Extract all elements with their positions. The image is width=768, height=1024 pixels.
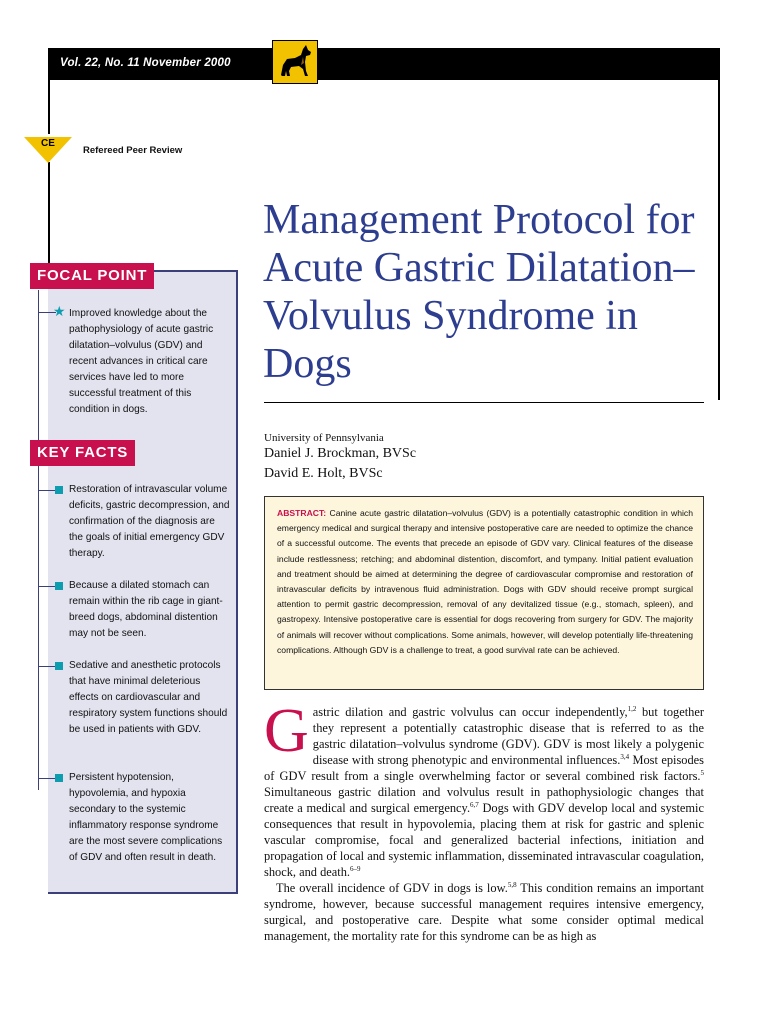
abstract-box	[264, 496, 704, 690]
drop-cap: G	[264, 697, 309, 765]
key-fact-item: Sedative and anesthetic protocols that have minimal deleterious effects on cardiovascular and respiratory system functions should be used in patients with GDV.	[69, 660, 228, 735]
section-label: Refereed Peer Review	[83, 145, 183, 156]
dog-icon	[272, 40, 318, 84]
body-paragraph: The overall incidence of GDV in dogs is low.$^{5,8}$ This condition remains an important syndrome, however, because successful management requires intensive emergency, surgical, and postoperative care. Despite what some consider optimal medical management, the mortality rate for this syndrome can be as high as	[264, 880, 705, 943]
article-title: Management Protocol for Acute Gastric Dilatation–Volvulus Syndrome in Dogs	[263, 197, 695, 387]
author: Daniel J. Brockman, BVSc	[264, 446, 417, 461]
sidebar-tick	[38, 778, 56, 779]
key-fact-item: Restoration of intravascular volume deficits, gastric decompression, and confirmation of the diagnosis are the goals of initial emergency GDV therapy.	[69, 484, 230, 559]
bullet-square-icon	[55, 774, 63, 782]
star-icon: ★	[53, 303, 66, 319]
citation: 6–9	[350, 864, 361, 873]
citation: 3,4	[620, 752, 630, 761]
bullet-square-icon	[55, 662, 63, 670]
citation: 5	[700, 768, 704, 777]
abstract-label: ABSTRACT:	[277, 508, 327, 518]
ce-badge-label: CE	[41, 138, 55, 149]
abstract-text: Canine acute gastric dilatation–volvulus (GDV) is a potentially catastrophic condition in which emergency medical and surgical therapy and intensive postoperative care are needed to optimize the chance of a successful outcome. The events that precede an episode of GDV vary. Clinical features of the disease include restlessness; retching; and abdominal distention, discomfort, and tympany. Initial patient evaluation and treatment should be aimed at determining the degree of cardiovascular compromise and restoration of intravascular deficits by intravenous fluid administration. Dogs with GDV should receive prompt surgical attention to permit gastric decompression, removal of any devitalized tissue (e.g., stomach, spleen), and gastropexy. Intensive postoperative care is essential for dogs recovering from surgery for GDV. The majority of animals will recover without complications. Some animals, however, will develop potentially life-threatening complications. Although GDV is a challenge to treat, a good survival rate can be achieved.	[277, 508, 694, 655]
body-paragraph: Gastric dilation and gastric volvulus can occur independently,$^{1,2}$ but together they represent a potentially catastrophic disease that is referred to as the gastric dilatation–volvulus syndrome (GDV). GDV is most likely a polygenic disease with strong phenotypic and environmental influences.$^{3,4}$ Most episodes of GDV result from a single overwhelming factor or several combined risk factors.$^5$ Simultaneous gastric dilation and volvulus result in pathophysiologic changes that create a medical and surgical emergency.$^{6,7}$ Dogs with GDV develop local and systemic consequences that result in hypovolemia, placing them at risk for gastric and splenic vascular compromise, focal and generalized bacterial infections, initiation and propagation of local and systemic inflammation, disseminated intravascular coagulation, shock, and death.$^{6-9}$	[264, 697, 705, 879]
bullet-square-icon	[55, 486, 63, 494]
frame-border-left	[48, 80, 50, 134]
article-body	[264, 697, 705, 944]
frame-border-right	[718, 80, 720, 400]
key-fact-item: Because a dilated stomach can remain within the rib cage in giant-breed dogs, abdominal distention may not be seen.	[69, 580, 223, 639]
affiliation: University of Pennsylvania	[264, 432, 384, 444]
focal-point-text: Improved knowledge about the pathophysiology of acute gastric dilatation–volvulus (GDV) and recent advances in critical care services have led to more successful treatment of this condition in dogs.	[69, 308, 214, 415]
citation: 6,7	[470, 800, 479, 809]
issue-info: Vol. 22, No. 11 November 2000	[60, 57, 231, 69]
author: David E. Holt, BVSc	[264, 466, 383, 481]
sidebar-tick	[38, 490, 56, 491]
bullet-square-icon	[55, 582, 63, 590]
citation: 1,2	[627, 704, 637, 713]
frame-border-left-lower	[48, 162, 50, 264]
focal-point-heading: FOCAL POINT	[30, 263, 154, 289]
key-facts-heading: KEY FACTS	[30, 440, 135, 466]
key-fact-item: Persistent hypotension, hypovolemia, and hypoxia secondary to the systemic inflammatory response syndrome are the most severe complications of GDV and often result in death.	[69, 772, 223, 863]
sidebar-tick	[38, 586, 56, 587]
citation: 5,8	[507, 880, 517, 889]
sidebar-tick	[38, 666, 56, 667]
sidebar-connector-line	[38, 290, 39, 790]
title-divider	[264, 402, 704, 403]
